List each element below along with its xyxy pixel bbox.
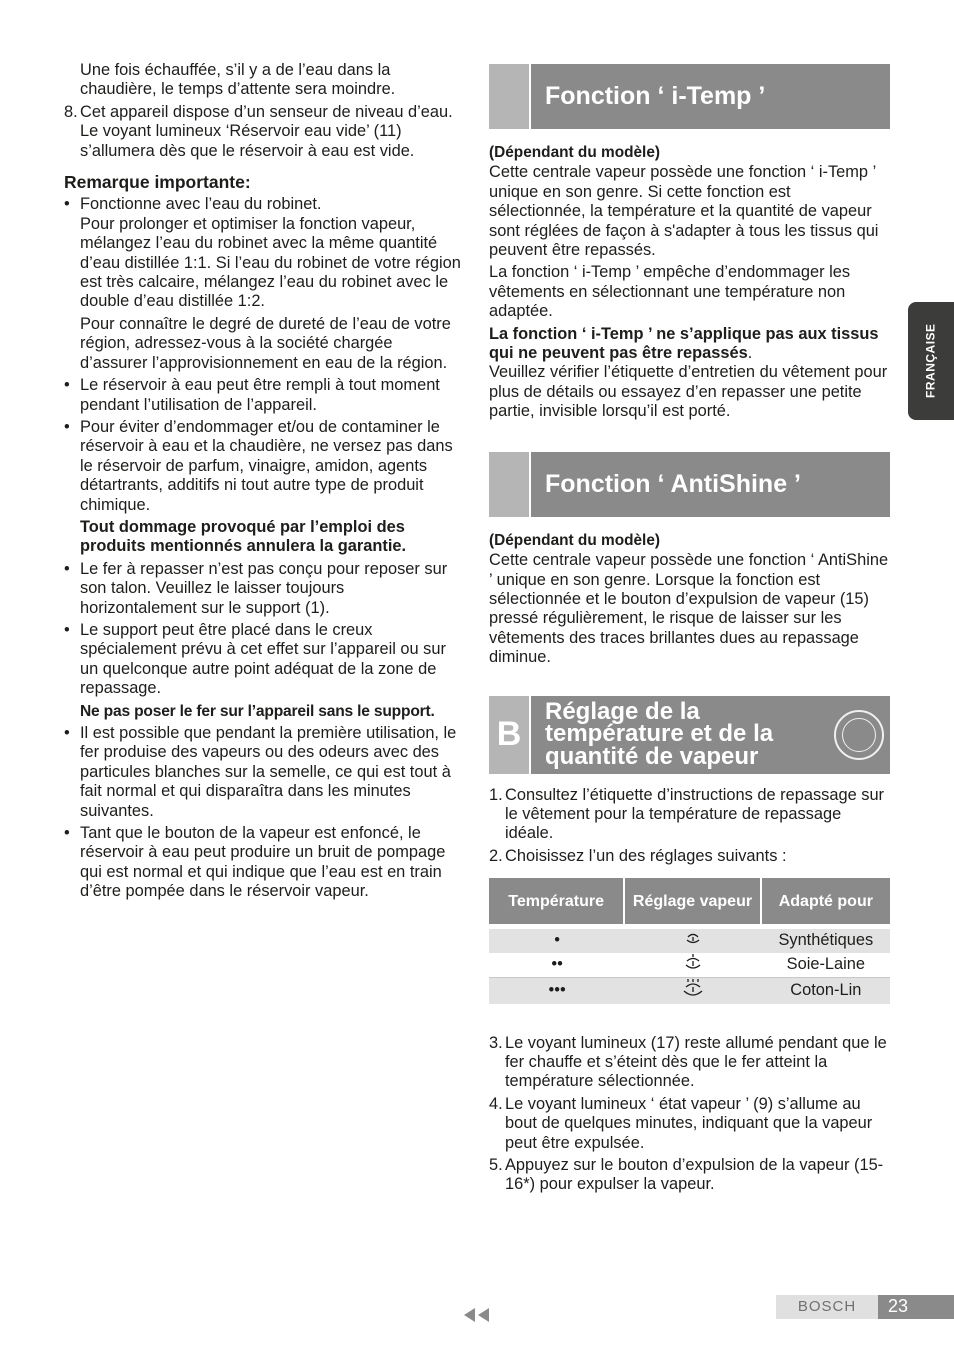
- bullet-marker: •: [64, 195, 70, 214]
- fabric-label: Synthétiques: [762, 929, 890, 953]
- antishine-paragraph: Cette centrale vapeur possède une fonction ‘ AntiShine ’ unique en son genre. Lorsque la fonction est sélectionnée et le bouton d’expulsion de vapeur (15) pressé régulièrement, le risque de laisser sur les vêtements des traces brillantes dues au repassage diminue.: [489, 551, 889, 667]
- bullet-text: Le support peut être placé dans le creux spécialement prévu à cet effet sur l’appareil ou sur un quelconque autre point adéquat de la zone de repassage.: [80, 620, 446, 698]
- step-number: 2.: [489, 846, 503, 865]
- bullet-text: Le fer à repasser n’est pas conçu pour reposer sur son talon. Veuillez le laisser toujours horizontalement sur le support (1).: [80, 559, 448, 617]
- step-number: 1.: [489, 785, 503, 804]
- bullet-text: Fonctionne avec l’eau du robinet.: [80, 195, 322, 214]
- temperature-dial-icon: [834, 710, 884, 760]
- section-header-itemp: [489, 64, 890, 129]
- table-row: [489, 929, 890, 953]
- itemp-period: .: [747, 344, 753, 363]
- itemp-paragraph-1: Cette centrale vapeur possède une fonction ‘ i-Temp ’ unique en son genre. Si cette fonction est sélectionnée, la température et la quantité de vapeur sont réglées de façon à s'adapter à tous les tissus qui peuvent être repassés.: [489, 163, 879, 260]
- header-square: [489, 452, 531, 517]
- list-item-8: [64, 103, 464, 161]
- back-arrows-icon[interactable]: [463, 1307, 491, 1323]
- step-3: [489, 1034, 890, 1092]
- fabric-label: Coton-Lin: [762, 977, 890, 1003]
- step-4: [489, 1095, 890, 1153]
- temp-dots: ••: [551, 955, 563, 974]
- paragraph-continued: Une fois échauffée, s’il y a de l’eau dans la chaudière, le temps d’attente sera moindre.: [80, 61, 396, 99]
- bullet-marker: •: [64, 559, 70, 578]
- settings-table: [489, 878, 890, 1003]
- step-text: Consultez l’étiquette d’instructions de repassage sur le vêtement pour la température de repassage idéale.: [505, 785, 885, 843]
- temp-dots: •: [489, 929, 625, 953]
- title-line: température et de la: [545, 720, 774, 748]
- bullet-text: Le réservoir à eau peut être rempli à tout moment pendant l’utilisation de l’appareil.: [80, 376, 440, 414]
- step-text: Appuyez sur le bouton d’expulsion de la vapeur (15-16*) pour expulser la vapeur.: [505, 1156, 884, 1194]
- title-line: quantité de vapeur: [545, 742, 759, 770]
- temp-dots: •••: [489, 977, 625, 1003]
- itemp-paragraph-2: La fonction ‘ i-Temp ’ empêche d’endommager les vêtements en sélectionnant une température non adaptée.: [489, 263, 851, 321]
- steam-level-1-icon: [625, 929, 761, 953]
- header-square: [489, 64, 531, 129]
- brand-label: BOSCH: [776, 1295, 878, 1319]
- model-note: (Dépendant du modèle): [489, 531, 661, 549]
- warranty-warning: Tout dommage provoqué par l’emploi des produits mentionnés annulera la garantie.: [80, 517, 407, 556]
- bullet-text: Tant que le bouton de la vapeur est enfoncé, le réservoir à eau peut produire un bruit de pompage qui est normal et qui indique que l’eau est en train d’être pompée dans le réservoir vapeur.: [80, 824, 446, 901]
- bullet-marker: •: [64, 724, 70, 742]
- column-header-steam: Réglage vapeur: [625, 878, 761, 924]
- section-letter: B: [489, 696, 531, 774]
- support-warning: Ne pas poser le fer sur l’appareil sans le support.: [80, 702, 435, 720]
- item-number: 8.: [64, 102, 78, 121]
- left-column: [64, 61, 464, 902]
- itemp-bold-note: La fonction ‘ i-Temp ’ ne s’applique pas aux tissus qui ne peuvent pas être repassés: [489, 324, 879, 363]
- model-note: (Dépendant du modèle): [489, 144, 661, 161]
- remark-heading: Remarque importante:: [64, 172, 251, 193]
- bullet-item-7: [64, 824, 464, 902]
- bullet-item-5: [64, 621, 464, 721]
- step-2: [489, 847, 890, 866]
- step-text: Choisissez l’un des réglages suivants :: [505, 846, 787, 865]
- step-number: 4.: [489, 1094, 503, 1113]
- section-header-reglage: [489, 696, 890, 774]
- bullet-item-2: [64, 376, 464, 415]
- step-text: Le voyant lumineux ‘ état vapeur ’ (9) s’allume au bout de quelques minutes, indiquant que la vapeur peut être expulsée.: [505, 1094, 873, 1152]
- bullet-paragraph: Pour prolonger et optimiser la fonction vapeur, mélangez l’eau du robinet avec la même quantité d’eau distillée 1:1. Si l’eau du robinet de votre région est très calcaire, mélangez l’eau du robinet avec le double d’eau distillée 1:2.: [80, 214, 461, 311]
- section-title: Fonction ‘ AntiShine ’: [545, 469, 801, 498]
- title-line: Réglage de la: [545, 697, 700, 725]
- fabric-label: Soie-Laine: [786, 955, 866, 974]
- language-label: FRANÇAISE: [923, 323, 938, 399]
- column-header-temperature: Température: [489, 878, 625, 924]
- section-header-antishine: [489, 452, 890, 517]
- step-1: [489, 786, 890, 844]
- bullet-item-3: [64, 418, 464, 557]
- itemp-rest: Veuillez vérifier l’étiquette d’entretien du vêtement pour plus de détails ou essayez d’en repasser une petite partie, invisible lorsqu’il est porté.: [489, 363, 888, 421]
- bullet-item-1: [64, 195, 464, 373]
- bullet-item-6: [64, 724, 464, 821]
- page-number: 23: [878, 1295, 954, 1319]
- bullet-text: Pour éviter d’endommager et/ou de contaminer le réservoir à eau et la chaudière, ne versez pas dans le réservoir de parfum, vinaigre, amidon, agents détartrants, additifs ni tout autre type de produit chimique.: [80, 417, 453, 514]
- bullet-text: Il est possible que pendant la première utilisation, le fer produise des vapeurs ou des odeurs avec des particules blanches sur la semelle, ce qui est tout à fait normal et qui disparaîtra dans les minutes suivantes.: [80, 724, 457, 820]
- right-column: [489, 64, 890, 1195]
- bullet-paragraph: Pour connaître le degré de dureté de l’eau de votre région, adressez-vous à la société chargée d’assurer l’approvisionnement en eau de la région.: [80, 314, 451, 372]
- bullet-item-4: [64, 560, 464, 618]
- steam-level-2-icon: [625, 953, 761, 977]
- bullet-marker: •: [64, 417, 70, 436]
- table-row: [489, 953, 890, 977]
- language-tab[interactable]: [908, 302, 954, 420]
- bullet-marker: •: [64, 620, 70, 639]
- column-header-fabric: Adapté pour: [762, 878, 890, 924]
- itemp-paragraph-3: [489, 325, 890, 422]
- step-number: 3.: [489, 1033, 503, 1052]
- step-text: Le voyant lumineux (17) reste allumé pendant que le fer chauffe et s’éteint dès que le fer atteint la température sélectionnée.: [505, 1033, 887, 1091]
- bullet-marker: •: [64, 376, 70, 395]
- section-title: [531, 696, 834, 774]
- item-text: Cet appareil dispose d’un senseur de niveau d’eau. Le voyant lumineux ‘Réservoir eau vide’ (11) s’allumera dès que le réservoir à eau est vide.: [80, 102, 453, 160]
- section-title: Fonction ‘ i-Temp ’: [545, 82, 766, 110]
- step-number: 5.: [489, 1156, 503, 1174]
- bullet-marker: •: [64, 824, 70, 843]
- steam-level-3-icon: [625, 977, 761, 1003]
- table-row: [489, 977, 890, 1003]
- step-5: [489, 1156, 890, 1195]
